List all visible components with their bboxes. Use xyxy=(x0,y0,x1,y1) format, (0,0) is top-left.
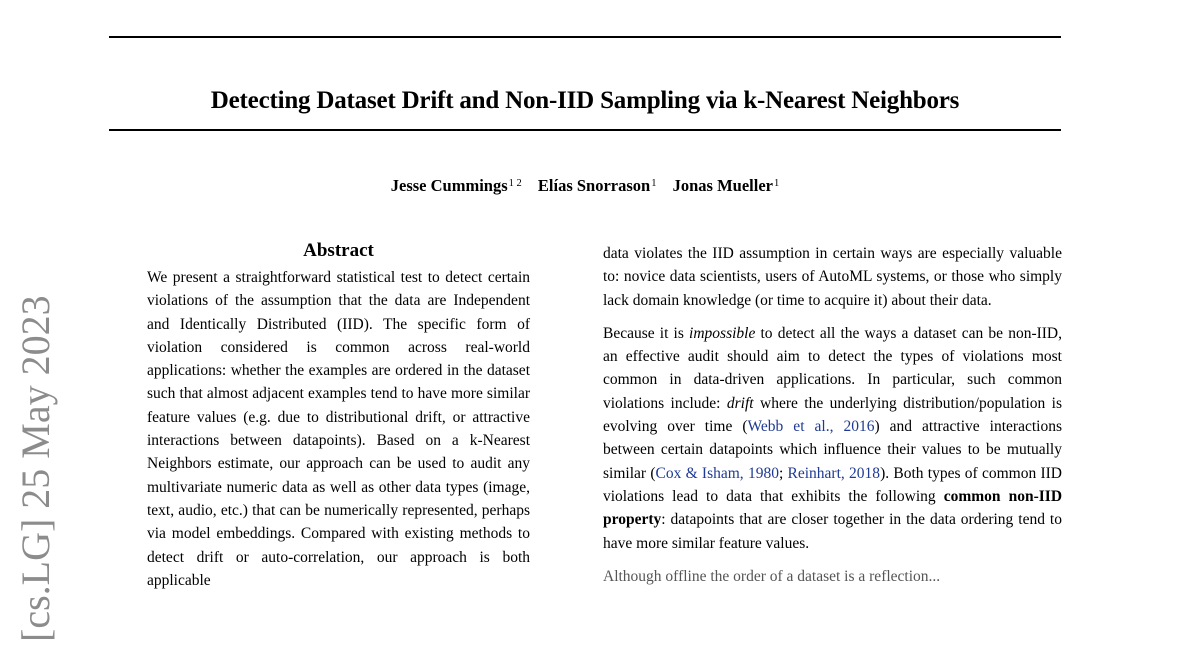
author-name: Jonas Mueller xyxy=(672,176,773,195)
title-rule-top xyxy=(109,36,1061,38)
paper-title: Detecting Dataset Drift and Non-IID Sampling via k-Nearest Neighbors xyxy=(210,86,960,114)
citation-link[interactable]: Webb et al., 2016 xyxy=(747,418,875,436)
author xyxy=(391,176,522,195)
abstract-text: We present a straightforward statistical test to detect certain violations of the assumption that the data are Independent and Identically Distributed (IID). The specific form of violation considered is common across real-world applications: whether the examples are ordered in the dataset such that almost adjacent examples tend to have more similar feature values (e.g. due to distributional drift, or attractive interactions between datapoints). Based on a k-Nearest Neighbors estimate, our approach can be used to audit any multivariate numeric data as well as other data types (image, text, audio, etc.) that can be numerically represented, perhaps via model embeddings. Compared with existing methods to detect drift or auto-correlation, our approach is both applicable xyxy=(147,269,530,589)
author xyxy=(673,176,780,195)
abstract-heading: Abstract xyxy=(303,240,374,261)
citation-link[interactable]: Reinhart, 2018 xyxy=(787,464,881,482)
title-rule-bottom xyxy=(109,129,1061,131)
author-name: Elías Snorrason xyxy=(537,176,651,195)
author-name: Jesse Cummings xyxy=(390,176,508,195)
author-list xyxy=(109,173,1061,197)
emphasis: impossible xyxy=(689,324,756,342)
author-affiliation: 1 xyxy=(651,178,657,189)
citation-link[interactable]: Cox & Isham, 1980 xyxy=(655,464,779,482)
author xyxy=(538,176,657,195)
author-affiliation: 1 2 xyxy=(508,178,522,189)
abstract-column xyxy=(147,238,530,592)
body-paragraph-cut: Although offline the order of a dataset is a reflection... xyxy=(603,567,941,585)
body-paragraph: data violates the IID assumption in certain ways are especially valuable to: novice data scientists, users of AutoML systems, or those who simply lack domain knowledge (or time to acquire it) about their data. xyxy=(603,245,1062,309)
emphasis: drift xyxy=(726,394,754,412)
author-affiliation: 1 xyxy=(773,178,780,189)
body-paragraph: Because it is impossible to detect all the ways a dataset can be non-IID, an effective audit should aim to detect the types of violations most common in data-driven applications. In particular, such common violations include: drift where the underlying distribution/population is evolving over time (Webb et al., 2016) and attractive interactions between certain datapoints which influence their values to be mutually similar (Cox & Isham, 1980; Reinhart, 2018). Both types of common IID violations lead to data that exhibits the following common non-IID property: datapoints that are closer together in the data ordering tend to have more similar feature values. xyxy=(603,324,1063,552)
arxiv-stamp: [cs.LG] 25 May 2023 xyxy=(13,295,58,642)
body-column xyxy=(603,242,1062,588)
bold-term: common non-IID property xyxy=(603,487,1063,529)
